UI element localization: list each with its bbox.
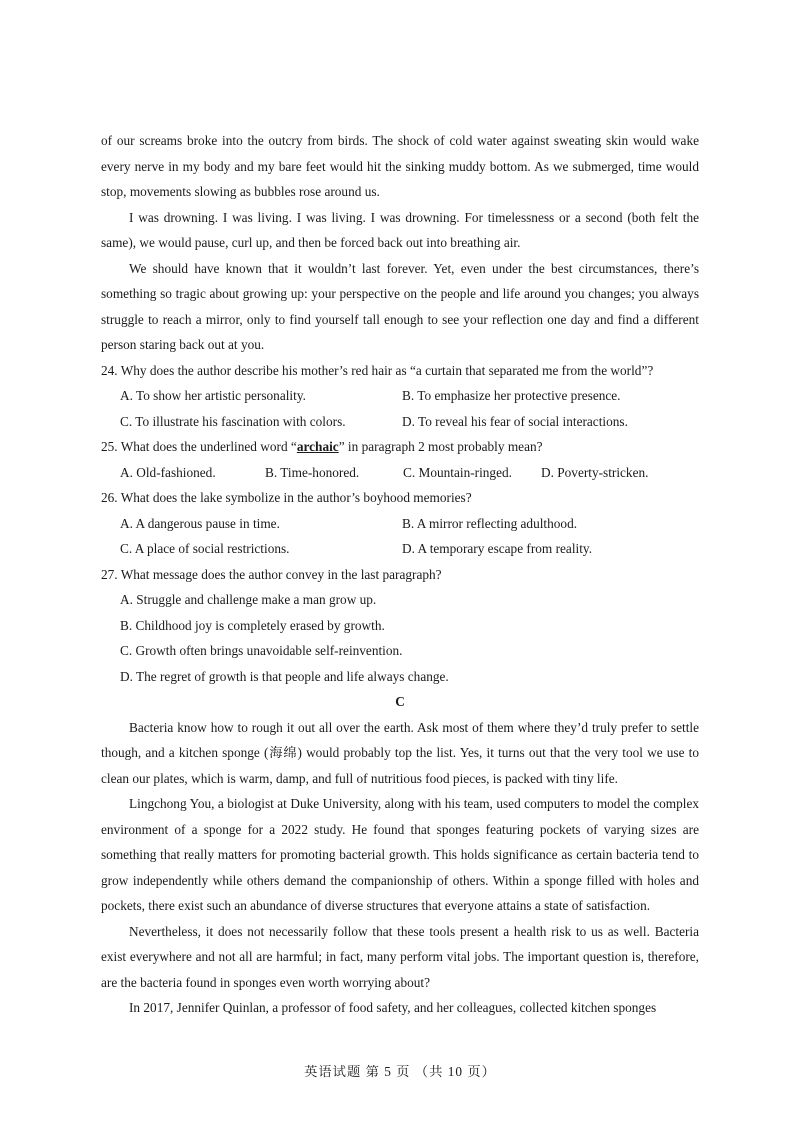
section-heading: C [395, 694, 405, 709]
option-row [101, 460, 699, 486]
option-d: D. A temporary escape from reality. [402, 541, 593, 556]
option-b: B. To emphasize her protective presence. [402, 388, 621, 403]
underlined-word: archaic [296, 439, 339, 454]
question-27 [101, 562, 699, 690]
option-b: B. Time-honored. [265, 464, 360, 480]
option-a: A. Old-fashioned. [120, 464, 216, 480]
exam-page-content [101, 128, 699, 1021]
page-footer: 英语试题 第 5 页 （共 10 页） [304, 1064, 496, 1079]
option-b: B. A mirror reflecting adulthood. [402, 515, 578, 531]
option-b: B. Childhood joy is completely erased by growth. [120, 617, 385, 633]
question-26 [101, 485, 699, 562]
stem-suffix: ” in paragraph 2 most probably mean? [338, 439, 543, 454]
option-a: A. A dangerous pause in time. [120, 515, 280, 531]
passage-paragraph: Lingchong You, a biologist at Duke University, along with his team, used computers to model the complex environment of a sponge for a 2022 study. He found that sponges featuring pockets of varying sizes are something that really matters for promoting bacterial growth. This holds significance as certain bacteria tend to grow independently while others demand the companionship of others. Within a sponge filled with holes and pockets, there exist such an abundance of diverse structures that everyone attains a state of satisfaction. [101, 796, 699, 913]
option-row [101, 536, 699, 562]
passage-paragraph: We should have known that it wouldn’t last forever. Yet, even under the best circumstances, there’s something so tragic about growing up: your perspective on the people and life around you changes; you always struggle to reach a mirror, only to find yourself tall enough to see your reflection one day and find a different person staring back out at you. [101, 260, 699, 352]
passage-paragraph: Bacteria know how to rough it out all over the earth. Ask most of them where they’d truly prefer to settle though, and a kitchen sponge (海绵) would probably top the list. Yes, it turns out that the very tool we use to clean our plates, which is warm, damp, and full of nutritious food pieces, is packed with tiny life. [101, 719, 699, 786]
option-row [101, 409, 699, 435]
passage-paragraph: of our screams broke into the outcry from birds. The shock of cold water against sweating skin would wake every nerve in my body and my bare feet would hit the sinking muddy bottom. As we submerged, time would stop, movements slowing as bubbles rose around us. [101, 133, 699, 199]
option-c: C. Mountain-ringed. [403, 464, 512, 480]
passage-paragraph: I was drowning. I was living. I was living. I was drowning. For timelessness or a second (both felt the same), we would pause, curl up, and then be forced back out into breathing air. [101, 209, 699, 250]
passage-paragraph: In 2017, Jennifer Quinlan, a professor of food safety, and her colleagues, collected kitchen sponges [129, 1000, 657, 1015]
option-d: D. To reveal his fear of social interactions. [402, 413, 628, 429]
question-stem [101, 434, 699, 460]
option-c: C. Growth often brings unavoidable self-reinvention. [120, 643, 403, 658]
option-a: A. Struggle and challenge make a man grow up. [120, 592, 377, 607]
passage-paragraph: Nevertheless, it does not necessarily follow that these tools present a health risk to us as well. Bacteria exist everywhere and not all are harmful; in fact, many perform vital jobs. The important question is, therefore, are the bacteria found in sponges even worth worrying about? [101, 923, 699, 990]
option-a: A. To show her artistic personality. [120, 388, 306, 403]
stem-prefix: 25. What does the underlined word “ [101, 439, 297, 454]
option-d: D. Poverty-stricken. [541, 464, 649, 480]
option-row [101, 383, 699, 409]
option-c: C. To illustrate his fascination with colors. [120, 413, 346, 429]
option-c: C. A place of social restrictions. [120, 541, 290, 556]
option-row [101, 511, 699, 537]
question-stem: 27. What message does the author convey in the last paragraph? [101, 566, 442, 582]
question-stem: 24. Why does the author describe his mother’s red hair as “a curtain that separated me from the world”? [101, 362, 654, 378]
option-d: D. The regret of growth is that people and life always change. [120, 668, 449, 684]
question-25 [101, 434, 699, 485]
question-24 [101, 358, 699, 435]
question-stem: 26. What does the lake symbolize in the author’s boyhood memories? [101, 490, 472, 505]
